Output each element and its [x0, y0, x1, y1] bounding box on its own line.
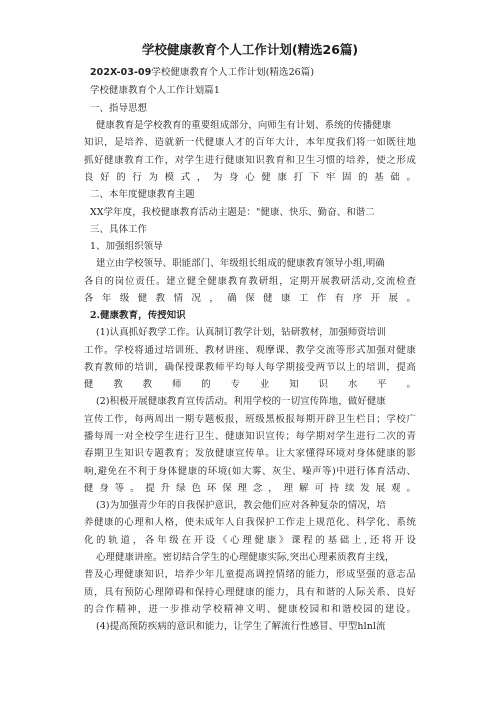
paragraph-line: 一、指导思想	[90, 103, 148, 114]
paragraph-line: (3)为加强青少年的自我保护意识，教会他们应对各种复杂的情况，培	[96, 500, 386, 511]
paragraph-line: 普及心理健康知识，培养少年儿童提高调控情绪的能力，形成坚强的意志品	[84, 569, 416, 580]
paragraph-line: 质，具有预防心理障碍和保持心理健康的能力，具有和谐的人际关系、良好	[84, 587, 416, 598]
paragraph-line: 春期卫生知识专题教育；发放健康宣传单。让大家懂得环境对身体健康的影	[84, 448, 416, 459]
paragraph-line: 健身等。提升绿色环保理念，理解可持续发展观。	[84, 483, 416, 494]
paragraph-line: 宣传工作，每两周出一期专题板报，班级黑板报每期开辟卫生栏目；学校广	[84, 414, 416, 425]
paragraph-line: 健康教育是学校教育的重要组成部分，向师生有计划、系统的传播健康	[96, 120, 392, 131]
paragraph-line: 各自的岗位责任。建立健全健康教育教研组，定期开展教研活动,交流检查	[84, 276, 416, 287]
document-meta-title: 学校健康教育个人工作计划(精选26篇)	[151, 67, 315, 78]
paragraph-line: XX学年度，我校健康教育活动主题是："健康、快乐、勤奋、和谐二	[90, 207, 375, 218]
paragraph-line: 良好的行为模式，为身心健康打下牢固的基础。	[84, 172, 416, 183]
paragraph-line: 养健康的心理和人格，使未成年人自我保护工作走上规范化、科学化、系统	[84, 517, 416, 528]
paragraph-line: 各年级健教情况，确保健康工作有序开展。	[84, 293, 416, 304]
paragraph-line: (4)提高预防疾病的意识和能力，让学生了解流行性感冒、甲型hlnl流	[96, 621, 386, 632]
paragraph-line: 响,避免在不利于身体健康的环境(如大雾、灰尘、噪声等)中进行体育活动、	[84, 466, 416, 477]
paragraph-line: 健教教师的专业知识水平。	[84, 379, 416, 390]
document-title: 学校健康教育个人工作计划(精选26篇)	[141, 42, 359, 57]
paragraph-line: 教育教师的培训，确保授课教师平均每人每学期接受两节以上的培训，提高	[84, 362, 416, 373]
paragraph-line: 知识，是培养、造就新一代健康人才的百年大计，本年度我们将一如既往地	[84, 137, 416, 148]
paragraph-line: (2)积极开展健康教育宣传活动。利用学校的一切宣传阵地，做好健康	[96, 396, 386, 407]
section-heading: 学校健康教育个人工作计划篇1	[90, 85, 220, 96]
paragraph-line: 建立由学校领导、职能部门、年级组长组成的健康教育领导小组,明确	[96, 258, 385, 269]
paragraph-line: (1)认真抓好教学工作。认真制订教学计划，钻研教材，加强师资培训	[96, 327, 386, 338]
paragraph-line: 工作。学校将通过培训班、教材讲座、观摩课、教学交流等形式加强对健康	[84, 345, 416, 356]
document-date: 202X-03-09	[90, 67, 152, 78]
paragraph-line: 二、本年度健康教育主题	[90, 189, 195, 200]
paragraph-line: 播每周一对全校学生进行卫生、健康知识宣传；每学期对学生进行二次的青	[84, 431, 416, 442]
paragraph-line: 心理健康讲座。密切结合学生的心理健康实际,突出心理素质教育主线，	[96, 552, 395, 563]
paragraph-line: 1、加强组织领导	[90, 241, 163, 252]
document-meta	[90, 67, 420, 79]
paragraph-line: 化的轨道，各年级在开设《心理健康》课程的基础上,还将开设	[84, 535, 416, 546]
paragraph-line: 2.健康教育，传授知识	[90, 310, 186, 321]
paragraph-line: 抓好健康教育工作，对学生进行健康知识教育和卫生习惯的培养，使之形成	[84, 155, 416, 166]
paragraph-line: 三、具体工作	[90, 224, 148, 235]
paragraph-line: 的合作精神，进一步推动学校精神文明、健康校园和和谐校园的建设。	[84, 604, 416, 615]
